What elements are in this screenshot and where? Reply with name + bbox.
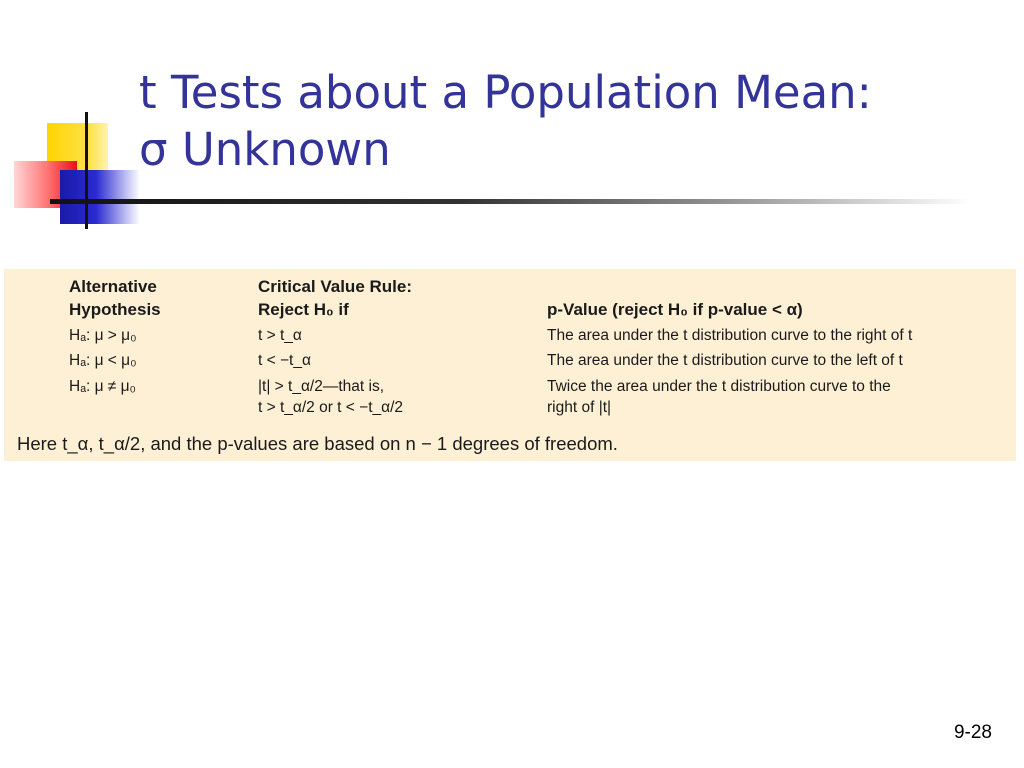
vertical-rule [85,112,88,229]
degrees-of-freedom-note: Here t_α, t_α/2, and the p-values are based on n − 1 degrees of freedom. [17,433,618,454]
row2-rule: t < −t_α [258,352,311,369]
row3-pvalue-line2: right of |t| [547,399,612,416]
slide-logo-decoration [0,0,150,240]
row2-hypothesis: Hₐ: μ < μ₀ [69,352,137,369]
header-reject-h0: Reject H₀ if [258,300,349,319]
hypothesis-test-table [4,269,1016,461]
row3-rule-line1: |t| > t_α/2—that is, [258,378,384,395]
row3-rule-line2: t > t_α/2 or t < −t_α/2 [258,399,404,416]
row1-pvalue: The area under the t distribution curve to the right of t [547,327,913,344]
slide-title-line2: σ Unknown [139,123,391,176]
row2-pvalue: The area under the t distribution curve to the left of t [547,352,903,369]
header-hypothesis: Hypothesis [69,300,161,319]
row1-rule: t > t_α [258,327,302,344]
title-underline-rule [50,199,970,204]
slide-title-line1: t Tests about a Population Mean: [139,66,872,119]
row3-hypothesis: Hₐ: μ ≠ μ₀ [69,378,136,395]
blue-square-decoration [60,170,140,224]
row3-pvalue-line1: Twice the area under the t distribution curve to the [547,378,891,395]
slide-title [139,64,999,178]
page-number: 9-28 [953,722,992,743]
header-alternative: Alternative [69,277,157,296]
row1-hypothesis: Hₐ: μ > μ₀ [69,327,137,344]
header-p-value: p-Value (reject H₀ if p-value < α) [547,300,803,319]
header-critical-value-rule: Critical Value Rule: [258,277,412,296]
